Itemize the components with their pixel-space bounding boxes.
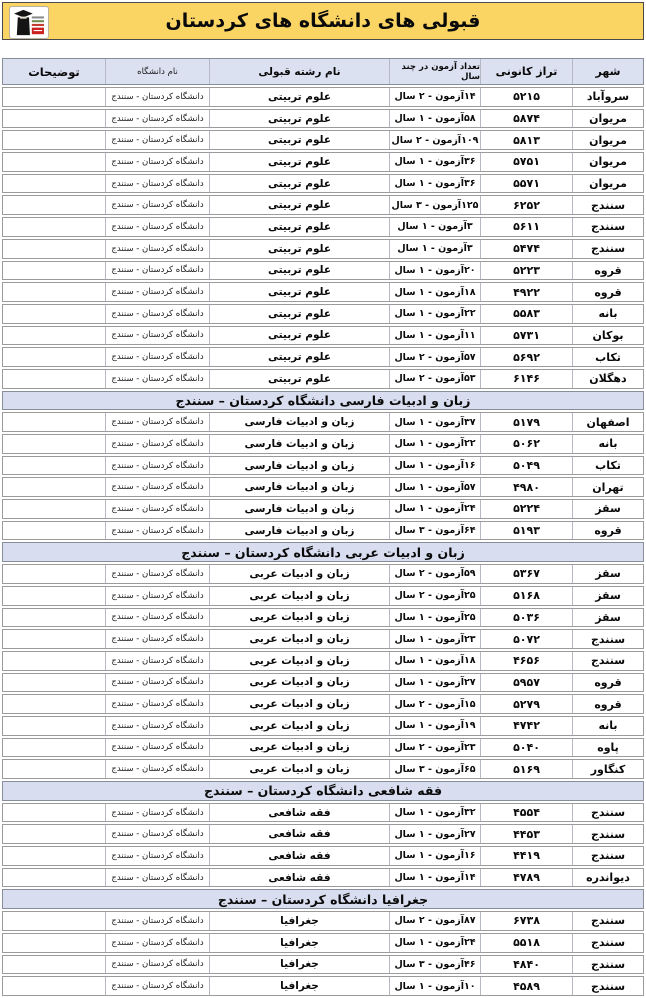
cell-city: بانه [598,437,618,451]
cell-score: ۴۸۴۰ [481,956,573,974]
cell-city: پاوه [597,740,619,754]
cell-city: سنندج [590,827,626,841]
table-row [2,868,644,888]
cell-exams: ۱۱آزمون - ۱ سال [390,327,481,345]
cell-score: ۵۶۱۱ [481,218,573,236]
cell-notes [3,869,106,887]
cell-score: ۵۱۹۳ [481,522,573,540]
cell-major: زبان و ادبیات عربی [210,760,390,778]
cell-score: ۵۳۶۷ [481,565,573,583]
cell-notes [3,587,106,605]
cell-score: ۵۵۱۸ [481,934,573,952]
table-row [2,673,644,693]
cell-city: سنندج [590,806,626,820]
cell-university: دانشگاه کردستان - سنندج [106,522,210,540]
cell-university: دانشگاه کردستان - سنندج [106,370,210,388]
title-bar [2,2,644,40]
cell-notes [3,240,106,258]
table-row [2,738,644,758]
cell-university: دانشگاه کردستان - سنندج [106,847,210,865]
cell-score: ۵۷۵۱ [481,153,573,171]
cell-score: ۵۰۴۹ [481,457,573,475]
cell-major: علوم تربیتی [210,196,390,214]
cell-city: سنندج [590,849,626,863]
cell-university: دانشگاه کردستان - سنندج [106,457,210,475]
cell-notes [3,674,106,692]
cell-exams: ۱۸آزمون - ۱ سال [390,652,481,670]
cell-university: دانشگاه کردستان - سنندج [106,609,210,627]
cell-exams: ۸۷آزمون - ۲ سال [390,912,481,930]
cell-major: علوم تربیتی [210,283,390,301]
cell-major: زبان و ادبیات فارسی [210,457,390,475]
cell-exams: ۳۶آزمون - ۱ سال [390,175,481,193]
cell-notes [3,912,106,930]
cell-university: دانشگاه کردستان - سنندج [106,760,210,778]
cell-city: قروه [594,697,622,711]
cell-university: دانشگاه کردستان - سنندج [106,912,210,930]
cell-exams: ۴۶آزمون - ۳ سال [390,956,481,974]
cell-notes [3,110,106,128]
cell-score: ۵۰۶۲ [481,435,573,453]
cell-major: علوم تربیتی [210,218,390,236]
cell-score: ۴۹۸۰ [481,478,573,496]
cell-major: علوم تربیتی [210,327,390,345]
table-row [2,304,644,324]
cell-university: دانشگاه کردستان - سنندج [106,695,210,713]
cell-city: قروه [594,675,622,689]
cell-notes [3,153,106,171]
cell-notes [3,196,106,214]
cell-major: فقه شافعی [210,825,390,843]
cell-notes [3,804,106,822]
section-header [2,391,644,411]
cell-exams: ۱۴آزمون - ۲ سال [390,88,481,106]
cell-score: ۵۰۳۶ [481,609,573,627]
header-cell-notes: توضیحات [3,59,106,84]
cell-university: دانشگاه کردستان - سنندج [106,977,210,995]
cell-city: سنندج [590,914,626,928]
cell-notes [3,847,106,865]
cell-notes [3,218,106,236]
cell-major: علوم تربیتی [210,305,390,323]
table-row [2,130,644,150]
table-row [2,629,644,649]
table-row [2,174,644,194]
table-row [2,87,644,107]
header-cell-score: تراز کانونی [481,59,573,84]
cell-exams: ۲۵آزمون - ۱ سال [390,609,481,627]
cell-major: علوم تربیتی [210,88,390,106]
cell-university: دانشگاه کردستان - سنندج [106,934,210,952]
cell-score: ۵۱۶۸ [481,587,573,605]
table-row [2,239,644,259]
cell-major: جغرافیا [210,912,390,930]
cell-score: ۶۱۴۶ [481,370,573,388]
section-header [2,781,644,801]
cell-notes [3,522,106,540]
cell-exams: ۲۴آزمون - ۱ سال [390,500,481,518]
cell-exams: ۲۲آزمون - ۱ سال [390,435,481,453]
cell-university: دانشگاه کردستان - سنندج [106,825,210,843]
cell-notes [3,652,106,670]
cell-major: زبان و ادبیات عربی [210,717,390,735]
cell-city: دیواندره [586,871,630,885]
cell-score: ۵۴۷۴ [481,240,573,258]
cell-major: جغرافیا [210,977,390,995]
header-cell-exams: تعداد آزمون در چند سال [390,59,481,84]
cell-major: زبان و ادبیات عربی [210,587,390,605]
cell-notes [3,327,106,345]
cell-notes [3,934,106,952]
cell-score: ۵۲۲۴ [481,500,573,518]
cell-notes [3,88,106,106]
cell-city: سقز [595,610,621,624]
cell-score: ۶۲۵۲ [481,196,573,214]
cell-score: ۴۴۵۳ [481,825,573,843]
table-row [2,499,644,519]
cell-city: بانه [598,307,618,321]
cell-major: زبان و ادبیات عربی [210,739,390,757]
cell-notes [3,305,106,323]
cell-score: ۵۶۹۲ [481,348,573,366]
cell-university: دانشگاه کردستان - سنندج [106,435,210,453]
table-body [2,87,644,998]
cell-university: دانشگاه کردستان - سنندج [106,413,210,431]
cell-score: ۴۶۵۶ [481,652,573,670]
cell-university: دانشگاه کردستان - سنندج [106,869,210,887]
cell-score: ۴۴۱۹ [481,847,573,865]
cell-city: تهران [592,480,624,494]
cell-major: زبان و ادبیات عربی [210,652,390,670]
cell-major: علوم تربیتی [210,348,390,366]
cell-major: زبان و ادبیات عربی [210,565,390,583]
cell-city: سنندج [590,242,626,256]
cell-city: سنندج [590,957,626,971]
cell-exams: ۲۷آزمون - ۱ سال [390,825,481,843]
admissions-table [2,58,644,998]
section-title: زبان و ادبیات عربی دانشگاه کردستان – سنندج [181,544,465,560]
header-cell-university: نام دانشگاه [106,59,210,84]
cell-notes [3,565,106,583]
cell-notes [3,956,106,974]
cell-city: قروه [594,263,622,277]
cell-exams: ۱۴آزمون - ۱ سال [390,869,481,887]
cell-university: دانشگاه کردستان - سنندج [106,327,210,345]
cell-university: دانشگاه کردستان - سنندج [106,804,210,822]
cell-exams: ۵۸آزمون - ۱ سال [390,110,481,128]
cell-university: دانشگاه کردستان - سنندج [106,88,210,106]
cell-notes [3,348,106,366]
table-header-row [2,58,644,85]
cell-exams: ۲۰آزمون - ۱ سال [390,262,481,280]
cell-university: دانشگاه کردستان - سنندج [106,674,210,692]
cell-university: دانشگاه کردستان - سنندج [106,956,210,974]
table-row [2,694,644,714]
cell-score: ۴۵۸۹ [481,977,573,995]
cell-notes [3,695,106,713]
cell-exams: ۳۷آزمون - ۱ سال [390,413,481,431]
cell-score: ۵۸۱۳ [481,131,573,149]
cell-score: ۶۷۳۸ [481,912,573,930]
cell-notes [3,283,106,301]
cell-notes [3,739,106,757]
cell-major: فقه شافعی [210,847,390,865]
cell-notes [3,457,106,475]
table-row [2,759,644,779]
cell-exams: ۲۲آزمون - ۱ سال [390,305,481,323]
cell-exams: ۵۳آزمون - ۲ سال [390,370,481,388]
cell-exams: ۱۶آزمون - ۱ سال [390,847,481,865]
table-row [2,803,644,823]
cell-university: دانشگاه کردستان - سنندج [106,218,210,236]
cell-city: مریوان [589,177,627,191]
table-row [2,846,644,866]
section-header [2,889,644,909]
cell-major: علوم تربیتی [210,175,390,193]
cell-city: سقز [595,567,621,581]
table-row [2,564,644,584]
cell-major: فقه شافعی [210,804,390,822]
cell-university: دانشگاه کردستان - سنندج [106,131,210,149]
cell-city: مریوان [589,155,627,169]
table-row [2,824,644,844]
table-row [2,217,644,237]
cell-exams: ۱۹آزمون - ۱ سال [390,717,481,735]
cell-exams: ۲۳آزمون - ۱ سال [390,630,481,648]
cell-city: اصفهان [586,415,630,429]
cell-city: سنندج [590,632,626,646]
cell-city: بوکان [592,328,624,342]
cell-major: زبان و ادبیات فارسی [210,413,390,431]
cell-city: کنگاور [590,762,626,776]
cell-exams: ۶۴آزمون - ۳ سال [390,522,481,540]
cell-score: ۴۹۲۲ [481,283,573,301]
cell-major: علوم تربیتی [210,240,390,258]
cell-university: دانشگاه کردستان - سنندج [106,196,210,214]
cell-university: دانشگاه کردستان - سنندج [106,240,210,258]
cell-city: قروه [594,285,622,299]
cell-exams: ۱۶آزمون - ۱ سال [390,457,481,475]
table-row [2,434,644,454]
cell-major: زبان و ادبیات فارسی [210,435,390,453]
cell-major: زبان و ادبیات عربی [210,630,390,648]
cell-notes [3,825,106,843]
cell-city: قروه [594,524,622,538]
table-row [2,261,644,281]
cell-city: دهگلان [589,372,627,386]
section-title: فقه شافعی دانشگاه کردستان – سنندج [203,783,443,799]
cell-city: سنندج [590,936,626,950]
cell-university: دانشگاه کردستان - سنندج [106,500,210,518]
table-row [2,911,644,931]
graduate-icon [11,8,47,37]
cell-university: دانشگاه کردستان - سنندج [106,283,210,301]
cell-exams: ۲۴آزمون - ۱ سال [390,934,481,952]
cell-notes [3,609,106,627]
table-row [2,608,644,628]
cell-major: علوم تربیتی [210,370,390,388]
cell-score: ۴۵۵۴ [481,804,573,822]
cell-exams: ۳۶آزمون - ۱ سال [390,153,481,171]
cell-exams: ۱۰۹آزمون - ۲ سال [390,131,481,149]
cell-major: علوم تربیتی [210,153,390,171]
cell-major: زبان و ادبیات عربی [210,674,390,692]
cell-notes [3,262,106,280]
section-title: جغرافیا دانشگاه کردستان – سنندج [217,891,429,907]
table-row [2,109,644,129]
table-row [2,412,644,432]
cell-notes [3,131,106,149]
cell-city: سروآباد [586,90,630,104]
cell-exams: ۱۸آزمون - ۱ سال [390,283,481,301]
cell-exams: ۵۹آزمون - ۲ سال [390,565,481,583]
table-row [2,195,644,215]
cell-notes [3,175,106,193]
cell-city: سنندج [590,654,626,668]
cell-university: دانشگاه کردستان - سنندج [106,348,210,366]
cell-city: سنندج [590,979,626,993]
kanoon-logo [9,6,49,39]
cell-major: زبان و ادبیات فارسی [210,500,390,518]
cell-exams: ۲۷آزمون - ۱ سال [390,674,481,692]
header-cell-major: نام رشته قبولی [210,59,390,84]
table-row [2,282,644,302]
table-row [2,933,644,953]
cell-score: ۵۷۳۱ [481,327,573,345]
cell-city: مریوان [589,133,627,147]
cell-exams: ۲۳آزمون - ۲ سال [390,739,481,757]
table-row [2,477,644,497]
cell-city: تکاب [595,350,621,364]
cell-score: ۵۱۶۹ [481,760,573,778]
cell-city: سقز [595,589,621,603]
cell-notes [3,370,106,388]
cell-major: جغرافیا [210,956,390,974]
cell-major: جغرافیا [210,934,390,952]
table-row [2,369,644,389]
cell-major: زبان و ادبیات عربی [210,609,390,627]
cell-exams: ۳آزمون - ۱ سال [390,218,481,236]
table-row [2,955,644,975]
cell-city: سنندج [590,220,626,234]
cell-city: بانه [598,719,618,733]
cell-score: ۵۹۵۷ [481,674,573,692]
table-row [2,586,644,606]
page-title: قبولی های دانشگاه های کردستان [165,10,481,32]
cell-university: دانشگاه کردستان - سنندج [106,262,210,280]
table-row [2,152,644,172]
cell-exams: ۳آزمون - ۱ سال [390,240,481,258]
cell-exams: ۵۷آزمون - ۲ سال [390,348,481,366]
cell-university: دانشگاه کردستان - سنندج [106,478,210,496]
cell-score: ۵۱۷۹ [481,413,573,431]
table-row [2,651,644,671]
cell-university: دانشگاه کردستان - سنندج [106,717,210,735]
cell-city: سنندج [590,198,626,212]
cell-university: دانشگاه کردستان - سنندج [106,110,210,128]
cell-major: علوم تربیتی [210,131,390,149]
cell-exams: ۱۲۵آزمون - ۳ سال [390,196,481,214]
cell-notes [3,717,106,735]
cell-score: ۵۵۷۱ [481,175,573,193]
cell-notes [3,977,106,995]
section-header [2,542,644,562]
cell-score: ۵۰۴۰ [481,739,573,757]
cell-exams: ۳۲آزمون - ۱ سال [390,804,481,822]
cell-university: دانشگاه کردستان - سنندج [106,739,210,757]
cell-score: ۵۲۷۹ [481,695,573,713]
cell-city: سقز [595,502,621,516]
cell-major: علوم تربیتی [210,110,390,128]
cell-score: ۵۵۸۳ [481,305,573,323]
cell-university: دانشگاه کردستان - سنندج [106,305,210,323]
table-row [2,716,644,736]
table-row [2,456,644,476]
cell-city: تکاب [595,459,621,473]
cell-major: فقه شافعی [210,869,390,887]
table-row [2,347,644,367]
cell-notes [3,630,106,648]
cell-university: دانشگاه کردستان - سنندج [106,587,210,605]
table-row [2,326,644,346]
cell-university: دانشگاه کردستان - سنندج [106,175,210,193]
table-row [2,521,644,541]
section-title: زبان و ادبیات فارسی دانشگاه کردستان – سنندج [175,392,471,408]
cell-university: دانشگاه کردستان - سنندج [106,565,210,583]
cell-major: علوم تربیتی [210,262,390,280]
cell-notes [3,500,106,518]
cell-score: ۵۸۷۴ [481,110,573,128]
table-row [2,976,644,996]
header-cell-city: شهر [595,65,621,78]
cell-notes [3,478,106,496]
cell-exams: ۵۷آزمون - ۱ سال [390,478,481,496]
cell-score: ۵۰۷۲ [481,630,573,648]
cell-exams: ۱۵آزمون - ۲ سال [390,695,481,713]
cell-university: دانشگاه کردستان - سنندج [106,630,210,648]
cell-notes [3,760,106,778]
cell-university: دانشگاه کردستان - سنندج [106,153,210,171]
cell-notes [3,435,106,453]
cell-score: ۵۲۱۵ [481,88,573,106]
cell-exams: ۱۰آزمون - ۱ سال [390,977,481,995]
cell-university: دانشگاه کردستان - سنندج [106,652,210,670]
cell-score: ۴۷۸۹ [481,869,573,887]
cell-exams: ۶۵آزمون - ۳ سال [390,760,481,778]
cell-major: زبان و ادبیات فارسی [210,478,390,496]
cell-notes [3,413,106,431]
cell-major: زبان و ادبیات فارسی [210,522,390,540]
cell-score: ۴۷۴۲ [481,717,573,735]
cell-score: ۵۲۲۳ [481,262,573,280]
cell-city: مریوان [589,112,627,126]
cell-major: زبان و ادبیات عربی [210,695,390,713]
cell-exams: ۲۵آزمون - ۲ سال [390,587,481,605]
